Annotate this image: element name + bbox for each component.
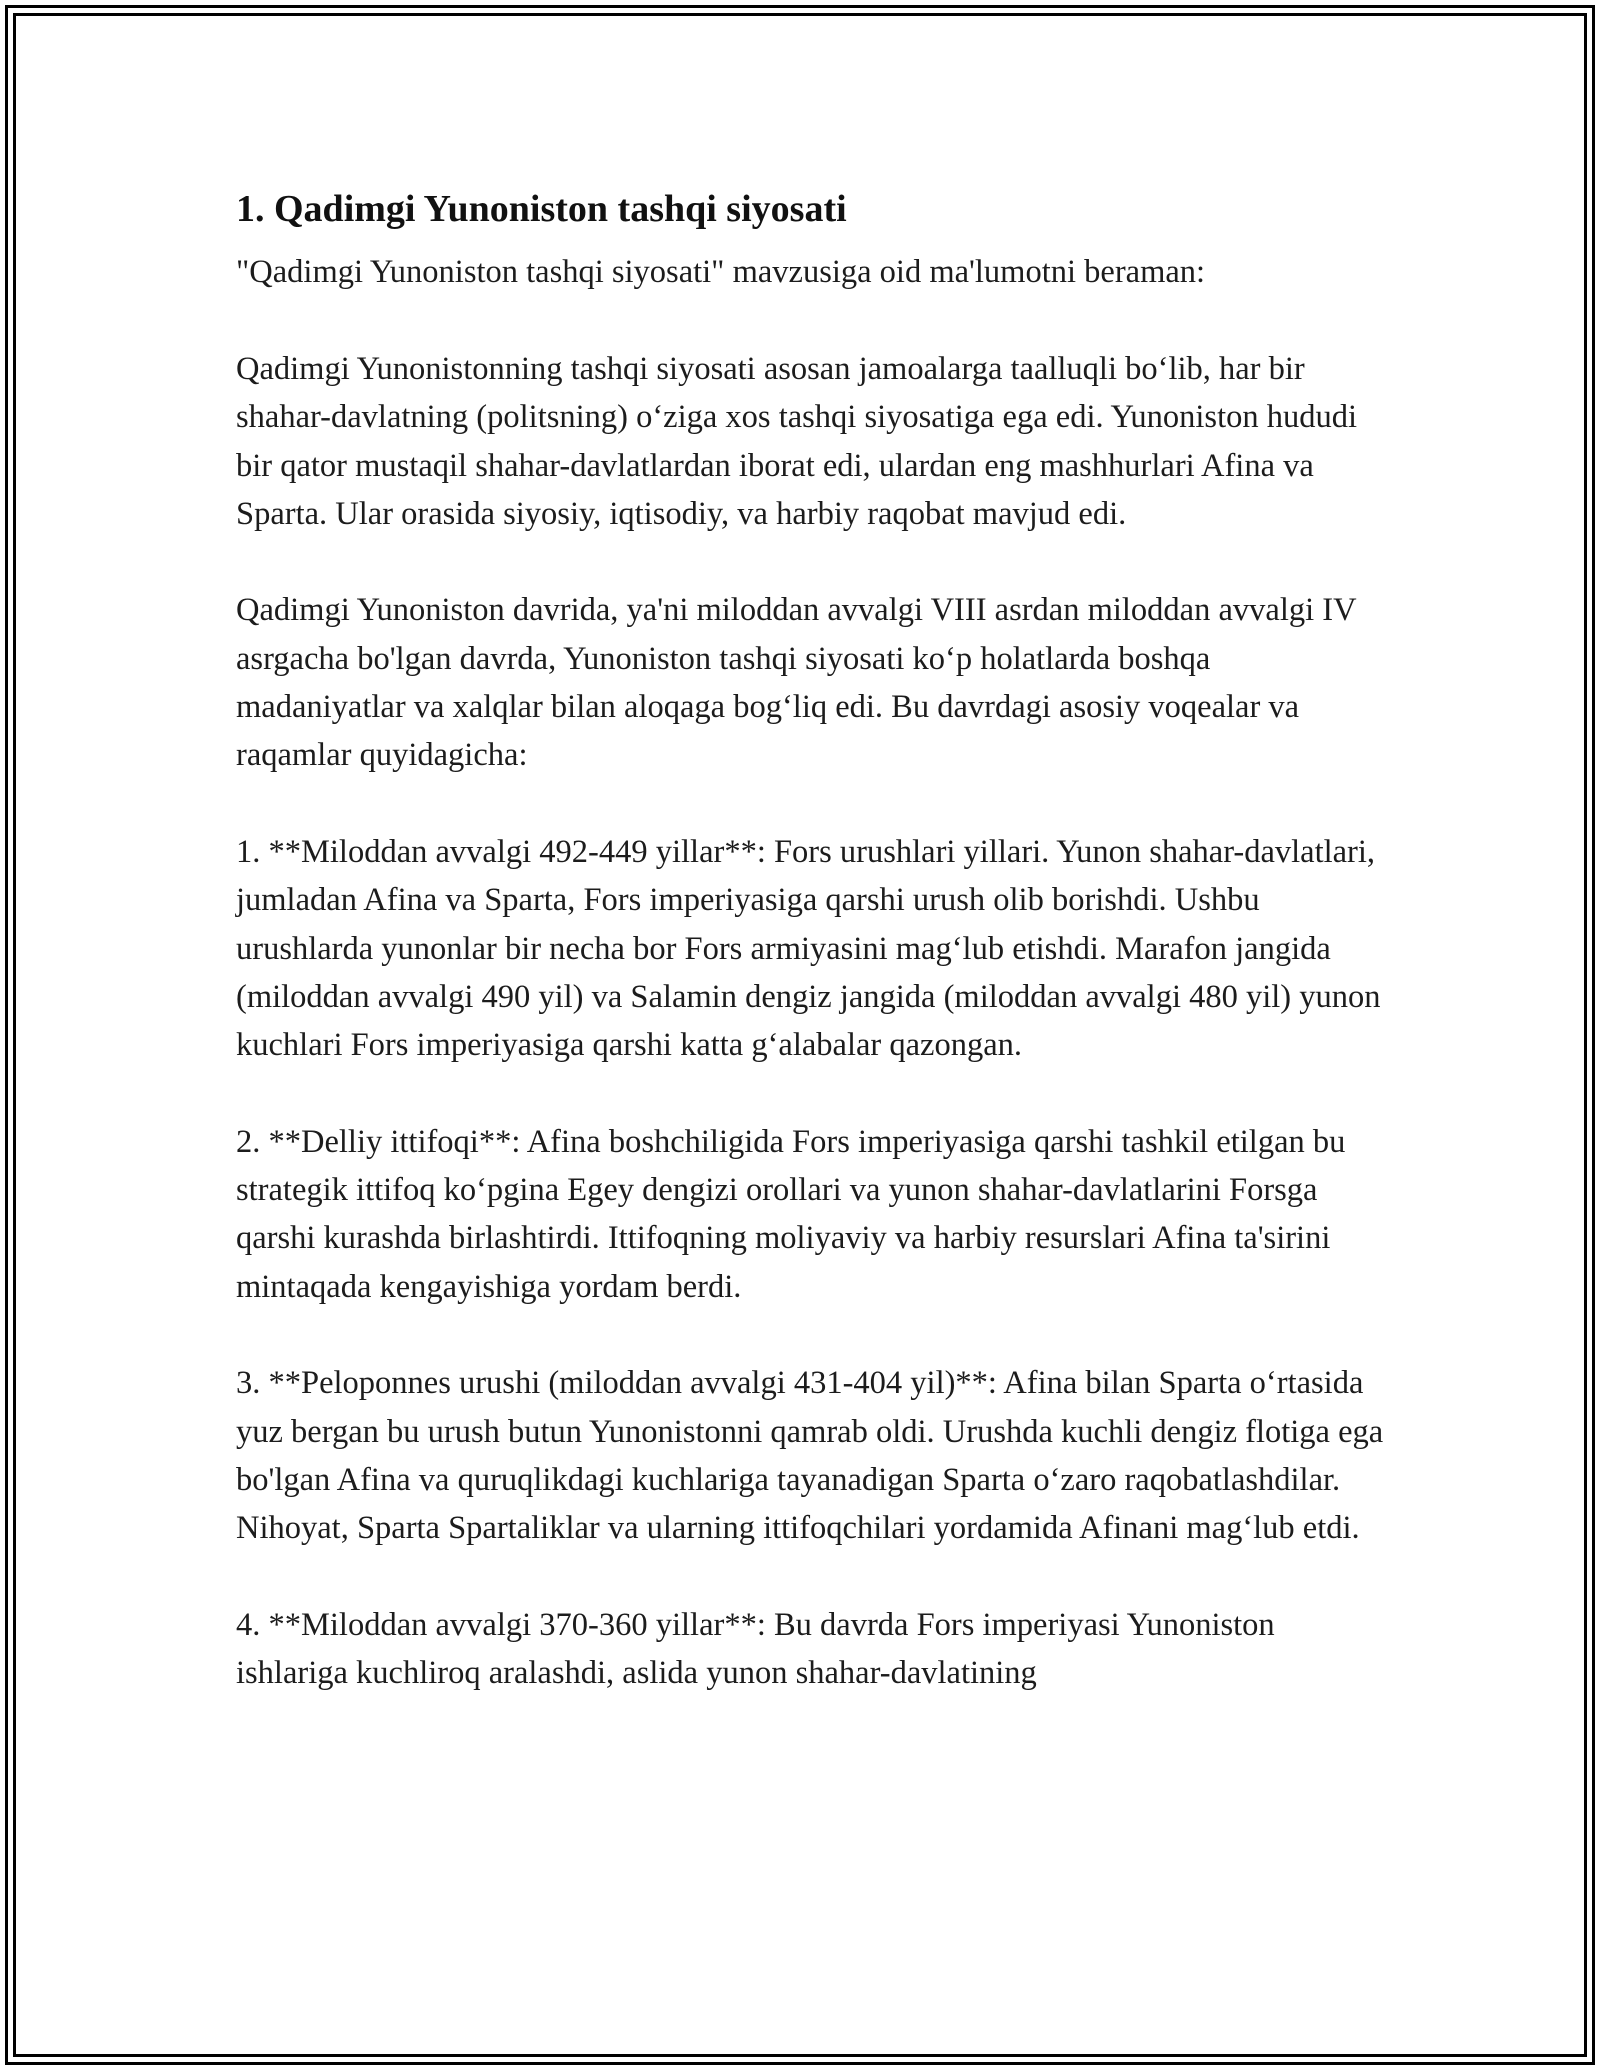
list-item-delian-league: 2. **Delliy ittifoqi**: Afina boshchiligida Fors imperiyasiga qarshi tashkil etilgan bu strategik ittifoq ko‘pgina Egey dengizi orollari va yunon shahar-davlatlarini Forsga qarshi kurashda birlashtirdi. Ittifoqning moliyaviy va harbiy resurslari Afina ta'sirini mintaqada kengayishiga yordam berdi.: [236, 1123, 1346, 1305]
intro-paragraph: "Qadimgi Yunoniston tashqi siyosati" mavzusiga oid ma'lumotni beraman:: [236, 254, 1206, 291]
overview-paragraph: Qadimgi Yunonistonning tashqi siyosati asosan jamoalarga taalluqli bo‘lib, har bir shahar-davlatning (politsning) o‘ziga xos tashqi siyosatiga ega edi. Yunoniston hududi bir qator mustaqil shahar-davlatlardan iborat edi, ulardan eng mashhurlari Afina va Sparta. Ular orasida siyosiy, iqtisodiy, va harbiy raqobat mavjud edi.: [236, 350, 1358, 532]
list-item-370-360-bc: 4. **Miloddan avvalgi 370-360 yillar**: Bu davrda Fors imperiyasi Yunoniston ishlariga kuchliroq aralashdi, aslida yunon shahar-davlatining: [236, 1606, 1275, 1691]
period-paragraph: Qadimgi Yunoniston davrida, ya'ni miloddan avvalgi VIII asrdan miloddan avvalgi IV asrgacha bo'lgan davrda, Yunoniston tashqi siyosati ko‘p holatlarda boshqa madaniyatlar va xalqlar bilan aloqaga bog‘liq edi. Bu davrdagi asosiy voqealar va raqamlar quyidagicha:: [236, 592, 1356, 774]
document-title: 1. Qadimgi Yunoniston tashqi siyosati: [236, 188, 847, 230]
list-item-persian-wars: 1. **Miloddan avvalgi 492-449 yillar**: Fors urushlari yillari. Yunon shahar-davlatlari, jumladan Afina va Sparta, Fors imperiyasiga qarshi urush olib borishdi. Ushbu urushlarda yunonlar bir necha bor Fors armiyasini mag‘lub etishdi. Marafon jangida (miloddan avvalgi 490 yil) va Salamin dengiz jangida (miloddan avvalgi 480 yil) yunon kuchlari Fors imperiyasiga qarshi katta g‘alabalar qazongan.: [236, 833, 1381, 1064]
document-body: [236, 185, 1386, 1746]
list-item-peloponnesian-war: 3. **Peloponnes urushi (miloddan avvalgi 431-404 yil)**: Afina bilan Sparta o‘rtasida yuz bergan bu urush butun Yunonistonni qamrab oldi. Urushda kuchli dengiz flotiga ega bo'lgan Afina va quruqlikdagi kuchlariga tayanadigan Sparta o‘zaro raqobatlashdilar. Nihoyat, Sparta Spartaliklar va ularning ittifoqchilari yordamida Afinani mag‘lub etdi.: [236, 1365, 1384, 1547]
